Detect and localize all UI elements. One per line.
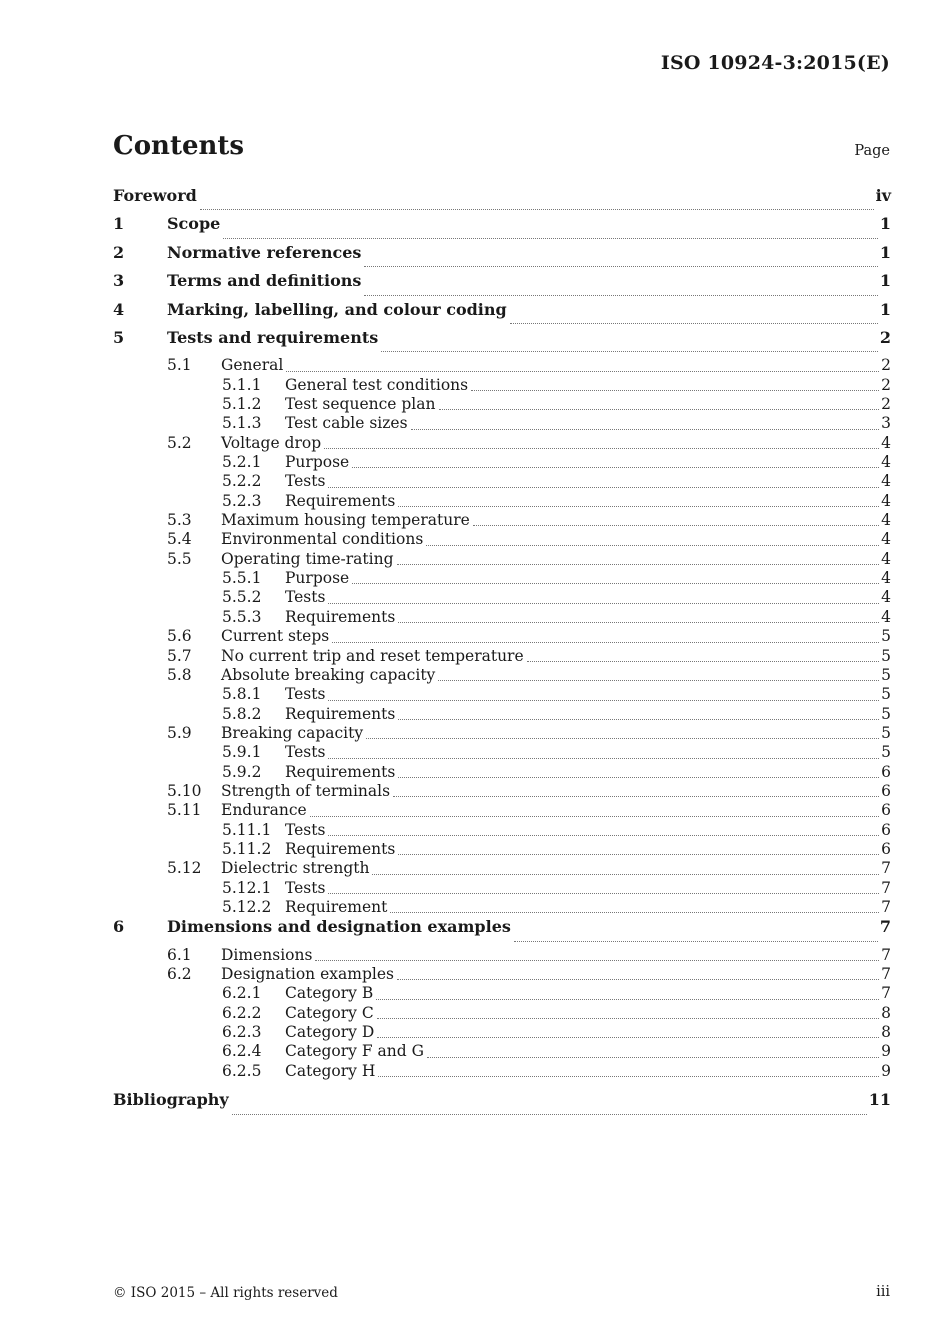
dot-leader: [397, 563, 880, 565]
toc-entry-label: Normative references: [167, 242, 362, 262]
toc-entry-label: General test conditions: [285, 375, 469, 394]
dot-leader: [397, 978, 879, 980]
toc-entry-page: 7: [881, 859, 891, 878]
toc-entry-page: 7: [881, 878, 891, 897]
dot-leader: [398, 621, 879, 623]
toc-entry-label: Requirements: [285, 839, 396, 858]
toc-entry-number: 5.2.1: [222, 453, 262, 472]
toc-entry-page: 6: [881, 839, 891, 858]
toc-entry[interactable]: [113, 271, 891, 299]
toc-entry-page: 2: [881, 356, 891, 375]
toc-entry-number: 5.11.1: [222, 820, 272, 839]
toc-entry[interactable]: [113, 801, 891, 820]
dot-leader: [328, 892, 879, 894]
dot-leader: [393, 795, 879, 797]
toc-entry[interactable]: [113, 724, 891, 743]
toc-entry-number: 5.11.2: [222, 839, 272, 858]
toc-entry-page: 8: [881, 1023, 891, 1042]
toc-entry-page: 4: [881, 453, 891, 472]
toc-entry-number: 5.1.1: [222, 375, 262, 394]
toc-entry-page: 4: [881, 530, 891, 549]
toc-entry[interactable]: [113, 685, 891, 704]
toc-entry-number: 5.10: [167, 781, 202, 800]
dot-leader: [328, 757, 879, 759]
toc-entry-number: 5.9: [167, 723, 192, 742]
footer-copyright: © ISO 2015 – All rights reserved: [113, 1285, 338, 1301]
toc-entry-page: 4: [881, 511, 891, 530]
toc-entry-number: 6: [113, 917, 125, 937]
dot-leader: [390, 911, 879, 913]
toc-entry-page: 3: [881, 414, 891, 433]
toc-entry-label: Requirements: [285, 704, 396, 723]
toc-entry-label: Maximum housing temperature: [221, 511, 470, 530]
toc-entry-label: Marking, labelling, and colour coding: [167, 299, 507, 319]
toc-entry-label: Foreword: [113, 186, 197, 205]
toc-entry-label: No current trip and reset temperature: [221, 646, 524, 665]
toc-entry-page: 1: [879, 299, 891, 319]
toc-entry-page: 4: [881, 472, 891, 491]
dot-leader: [377, 1017, 879, 1019]
dot-leader: [378, 1075, 879, 1077]
table-of-contents: [113, 186, 891, 1119]
toc-entry-number: 5: [113, 327, 125, 347]
toc-entry-page: iv: [875, 186, 891, 205]
dot-leader: [328, 699, 879, 701]
toc-entry[interactable]: [113, 859, 891, 878]
toc-entry-number: 5.8.2: [222, 704, 262, 723]
dot-leader: [411, 428, 880, 430]
toc-entry-number: 6.2.3: [222, 1023, 262, 1042]
toc-entry-number: 5.12.2: [222, 897, 272, 916]
toc-entry-page: 7: [881, 897, 891, 916]
toc-entry-number: 4: [113, 299, 125, 319]
toc-entry[interactable]: [113, 414, 891, 433]
toc-entry-label: Strength of terminals: [221, 781, 391, 800]
toc-entry-number: 5.12: [167, 859, 202, 878]
toc-entry-label: Requirements: [285, 607, 396, 626]
toc-entry-page: 5: [881, 646, 891, 665]
toc-entry-page: 1: [879, 271, 891, 291]
toc-entry-page: 4: [881, 607, 891, 626]
toc-entry-number: 6.1: [167, 945, 192, 964]
toc-entry-label: Designation examples: [221, 965, 394, 984]
toc-entry-number: 1: [113, 214, 125, 234]
toc-entry-label: Absolute breaking capacity: [221, 665, 436, 684]
toc-entry-label: Category F and G: [285, 1042, 424, 1061]
toc-entry-number: 5.5.3: [222, 607, 262, 626]
toc-entry[interactable]: [113, 763, 891, 782]
toc-entry-page: 4: [881, 549, 891, 568]
dot-leader: [328, 602, 879, 604]
toc-entry-page: 5: [881, 723, 891, 742]
toc-entry[interactable]: [113, 782, 891, 801]
toc-entry-label: Dielectric strength: [221, 859, 370, 878]
toc-entry-page: 6: [881, 820, 891, 839]
dot-leader: [310, 815, 879, 817]
toc-entry[interactable]: [113, 1062, 891, 1081]
toc-entry-page: 5: [881, 627, 891, 646]
toc-entry[interactable]: [113, 356, 891, 375]
toc-entry-label: Purpose: [285, 569, 350, 588]
toc-entry-page: 11: [868, 1090, 891, 1110]
dot-leader: [286, 370, 879, 372]
dot-leader: [510, 322, 878, 324]
toc-entry-page: 6: [881, 762, 891, 781]
toc-entry-number: 6.2: [167, 965, 192, 984]
toc-entry-label: Operating time-rating: [221, 549, 394, 568]
toc-entry-page: 4: [881, 569, 891, 588]
toc-entry-number: 5.2.3: [222, 491, 262, 510]
dot-leader: [332, 641, 879, 643]
toc-entry-number: 5.11: [167, 801, 202, 820]
toc-entry-page: 9: [881, 1061, 891, 1080]
toc-entry[interactable]: [113, 434, 891, 453]
toc-entry-number: 5.9.1: [222, 743, 262, 762]
toc-entry-label: Category C: [285, 1003, 374, 1022]
toc-entry[interactable]: [113, 376, 891, 395]
toc-entry[interactable]: [113, 530, 891, 549]
toc-entry-page: 2: [881, 375, 891, 394]
toc-entry-label: Category D: [285, 1023, 375, 1042]
toc-entry[interactable]: [113, 300, 891, 328]
dot-leader: [439, 408, 880, 410]
toc-entry-label: Requirements: [285, 762, 396, 781]
toc-entry-number: 6.2.2: [222, 1003, 262, 1022]
footer-page-number: iii: [876, 1284, 890, 1300]
toc-entry-label: Current steps: [221, 627, 330, 646]
toc-entry-page: 1: [879, 242, 891, 262]
dot-leader: [223, 237, 878, 239]
toc-entry-page: 5: [881, 665, 891, 684]
dot-leader: [352, 466, 879, 468]
dot-leader: [438, 679, 879, 681]
toc-entry-number: 5.7: [167, 646, 192, 665]
toc-entry[interactable]: [113, 214, 891, 242]
toc-entry-page: 5: [881, 743, 891, 762]
toc-entry[interactable]: [113, 666, 891, 685]
toc-entry-number: 5.4: [167, 530, 192, 549]
toc-entry-number: 6.2.1: [222, 984, 262, 1003]
dot-leader: [364, 294, 877, 296]
dot-leader: [328, 486, 879, 488]
toc-entry[interactable]: [113, 840, 891, 859]
toc-entry[interactable]: [113, 492, 891, 511]
toc-entry[interactable]: [113, 965, 891, 984]
toc-entry[interactable]: [113, 743, 891, 762]
toc-entry-number: 5.12.1: [222, 878, 272, 897]
toc-entry[interactable]: [113, 898, 891, 917]
dot-leader: [527, 660, 879, 662]
toc-entry[interactable]: [113, 1023, 891, 1042]
dot-leader: [366, 737, 879, 739]
toc-entry-page: 7: [879, 917, 891, 937]
toc-entry-number: 5.8.1: [222, 685, 262, 704]
toc-entry[interactable]: [113, 917, 891, 945]
dot-leader: [473, 524, 879, 526]
toc-entry-label: Dimensions: [221, 945, 313, 964]
toc-entry-label: General: [221, 356, 284, 375]
toc-entry[interactable]: [113, 705, 891, 724]
toc-entry[interactable]: [113, 588, 891, 607]
toc-entry-label: Tests: [285, 878, 326, 897]
page-column-label: Page: [854, 143, 890, 159]
dot-leader: [352, 582, 879, 584]
toc-entry-page: 6: [881, 781, 891, 800]
toc-entry-number: 5.9.2: [222, 762, 262, 781]
toc-entry-number: 5.1.3: [222, 414, 262, 433]
toc-entry-number: 5.5.2: [222, 588, 262, 607]
toc-entry-label: Requirements: [285, 491, 396, 510]
page-title: Contents: [113, 131, 245, 161]
toc-entry[interactable]: [113, 186, 891, 214]
toc-entry[interactable]: [113, 984, 891, 1003]
dot-leader: [398, 776, 879, 778]
toc-entry-label: Category B: [285, 984, 374, 1003]
toc-entry[interactable]: [113, 1004, 891, 1023]
toc-entry-number: 5.5.1: [222, 569, 262, 588]
toc-entry[interactable]: [113, 569, 891, 588]
toc-entry-label: Tests: [285, 472, 326, 491]
toc-entry-number: 5.2.2: [222, 472, 262, 491]
toc-entry-page: 5: [881, 685, 891, 704]
toc-entry[interactable]: [113, 608, 891, 627]
toc-entry[interactable]: [113, 879, 891, 898]
dot-leader: [381, 350, 878, 352]
toc-entry-label: Bibliography: [113, 1090, 229, 1110]
dot-leader: [376, 998, 879, 1000]
toc-entry-page: 4: [881, 491, 891, 510]
toc-entry-label: Category H: [285, 1061, 376, 1080]
toc-entry-number: 2: [113, 242, 125, 262]
toc-entry-page: 2: [881, 395, 891, 414]
dot-leader: [328, 834, 879, 836]
dot-leader: [398, 505, 879, 507]
toc-entry-page: 9: [881, 1042, 891, 1061]
dot-leader: [514, 940, 878, 942]
toc-entry-page: 4: [881, 433, 891, 452]
toc-entry-label: Test sequence plan: [285, 395, 436, 414]
toc-entry[interactable]: [113, 1042, 891, 1061]
toc-entry[interactable]: [113, 472, 891, 491]
toc-entry-label: Endurance: [221, 801, 307, 820]
toc-entry-page: 5: [881, 704, 891, 723]
dot-leader: [200, 208, 874, 210]
toc-entry-label: Test cable sizes: [285, 414, 408, 433]
toc-entry-page: 2: [879, 327, 891, 347]
toc-entry-number: 5.1.2: [222, 395, 262, 414]
toc-entry[interactable]: [113, 627, 891, 646]
toc-entry-number: 5.5: [167, 549, 192, 568]
toc-entry-label: Voltage drop: [221, 433, 322, 452]
toc-entry[interactable]: [113, 1090, 891, 1118]
toc-entry[interactable]: [113, 395, 891, 414]
toc-entry-label: Terms and definitions: [167, 271, 362, 291]
toc-entry-number: 5.1: [167, 356, 192, 375]
dot-leader: [398, 853, 879, 855]
toc-entry-label: Purpose: [285, 453, 350, 472]
toc-entry[interactable]: [113, 550, 891, 569]
dot-leader: [426, 544, 879, 546]
toc-entry-number: 6.2.5: [222, 1061, 262, 1080]
toc-entry[interactable]: [113, 821, 891, 840]
toc-entry[interactable]: [113, 511, 891, 530]
toc-entry-number: 3: [113, 271, 125, 291]
dot-leader: [232, 1113, 867, 1115]
dot-leader: [372, 873, 879, 875]
toc-entry-number: 5.3: [167, 511, 192, 530]
dot-leader: [364, 265, 877, 267]
toc-entry[interactable]: [113, 328, 891, 356]
toc-entry-page: 4: [881, 588, 891, 607]
toc-entry[interactable]: [113, 946, 891, 965]
toc-entry-page: 1: [879, 214, 891, 234]
toc-entry-page: 7: [881, 965, 891, 984]
dot-leader: [398, 718, 879, 720]
toc-entry-number: 5.6: [167, 627, 192, 646]
toc-entry-label: Tests: [285, 820, 326, 839]
toc-entry-label: Requirement: [285, 897, 388, 916]
toc-entry-label: Tests and requirements: [167, 327, 379, 347]
toc-entry-label: Tests: [285, 743, 326, 762]
dot-leader: [315, 959, 879, 961]
toc-entry-number: 6.2.4: [222, 1042, 262, 1061]
dot-leader: [471, 389, 879, 391]
toc-entry-page: 6: [881, 801, 891, 820]
toc-entry-label: Tests: [285, 588, 326, 607]
toc-entry-label: Environmental conditions: [221, 530, 424, 549]
toc-entry-page: 7: [881, 984, 891, 1003]
toc-entry-page: 7: [881, 945, 891, 964]
dot-leader: [324, 447, 879, 449]
toc-entry-label: Breaking capacity: [221, 723, 364, 742]
toc-entry[interactable]: [113, 647, 891, 666]
toc-entry[interactable]: [113, 243, 891, 271]
toc-entry-label: Scope: [167, 214, 221, 234]
dot-leader: [427, 1056, 879, 1058]
toc-entry[interactable]: [113, 453, 891, 472]
dot-leader: [377, 1036, 879, 1038]
toc-entry-label: Tests: [285, 685, 326, 704]
document-id: ISO 10924-3:2015(E): [660, 52, 890, 74]
toc-entry-number: 5.8: [167, 665, 192, 684]
toc-entry-label: Dimensions and designation examples: [167, 917, 511, 937]
toc-entry-page: 8: [881, 1003, 891, 1022]
toc-entry-number: 5.2: [167, 433, 192, 452]
